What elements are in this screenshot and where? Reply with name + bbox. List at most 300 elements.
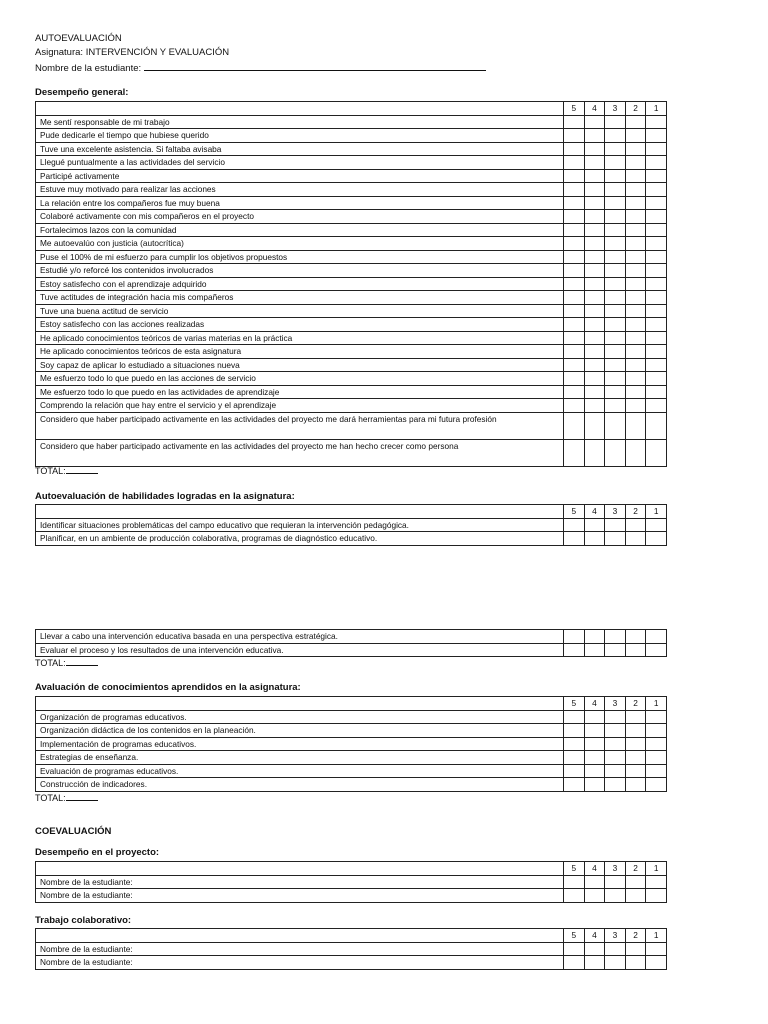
- score-cell-4[interactable]: [584, 237, 605, 251]
- criteria-row: [36, 237, 667, 251]
- score-cell-2[interactable]: [625, 532, 646, 546]
- score-header-2: 2: [625, 697, 646, 711]
- score-header-1: 1: [646, 102, 667, 116]
- criteria-row: [36, 223, 667, 237]
- score-cell-4[interactable]: [584, 737, 605, 751]
- criteria-label: He aplicado conocimientos teóricos de varias materias en la práctica: [36, 331, 564, 345]
- score-cell-1[interactable]: [646, 385, 667, 399]
- criteria-row: [36, 630, 667, 644]
- skills-table-top: [35, 504, 667, 546]
- score-cell-1[interactable]: [646, 156, 667, 170]
- score-cell-2[interactable]: [625, 751, 646, 765]
- criteria-header-cell: [36, 862, 564, 876]
- score-cell-5[interactable]: [564, 210, 585, 224]
- score-cell-4[interactable]: [584, 751, 605, 765]
- score-cell-5[interactable]: [564, 250, 585, 264]
- score-cell-3[interactable]: [605, 196, 626, 210]
- criteria-row: [36, 115, 667, 129]
- score-cell-3[interactable]: [605, 264, 626, 278]
- score-cell-1[interactable]: [646, 223, 667, 237]
- criteria-label: Construcción de indicadores.: [36, 778, 564, 792]
- score-cell-2[interactable]: [625, 237, 646, 251]
- criteria-label: Tuve una excelente asistencia. Si faltaba avisaba: [36, 142, 564, 156]
- score-cell-2[interactable]: [625, 399, 646, 413]
- score-cell-4[interactable]: [584, 277, 605, 291]
- total-field[interactable]: [66, 465, 98, 474]
- score-cell-3[interactable]: [605, 345, 626, 359]
- score-cell-2[interactable]: [625, 129, 646, 143]
- score-cell-5[interactable]: [564, 532, 585, 546]
- score-cell-1[interactable]: [646, 764, 667, 778]
- score-cell-3[interactable]: [605, 331, 626, 345]
- criteria-label: Estuve muy motivado para realizar las acciones: [36, 183, 564, 197]
- score-cell-5[interactable]: [564, 304, 585, 318]
- score-cell-3[interactable]: [605, 630, 626, 644]
- score-cell-4[interactable]: [584, 183, 605, 197]
- score-cell-1[interactable]: [646, 318, 667, 332]
- score-cell-5[interactable]: [564, 399, 585, 413]
- score-cell-3[interactable]: [605, 875, 626, 889]
- score-cell-5[interactable]: [564, 412, 585, 439]
- score-cell-1[interactable]: [646, 737, 667, 751]
- criteria-header-cell: [36, 102, 564, 116]
- score-header-row: [36, 929, 667, 943]
- score-cell-3[interactable]: [605, 751, 626, 765]
- score-cell-4[interactable]: [584, 532, 605, 546]
- score-cell-5[interactable]: [564, 751, 585, 765]
- criteria-label: Colaboré activamente con mis compañeros en el proyecto: [36, 210, 564, 224]
- score-header-3: 3: [605, 505, 626, 519]
- score-cell-4[interactable]: [584, 291, 605, 305]
- score-header-1: 1: [646, 697, 667, 711]
- score-cell-2[interactable]: [625, 318, 646, 332]
- score-cell-1[interactable]: [646, 518, 667, 532]
- score-header-5: 5: [564, 862, 585, 876]
- score-cell-2[interactable]: [625, 518, 646, 532]
- criteria-label: Organización de programas educativos.: [36, 710, 564, 724]
- score-cell-4[interactable]: [584, 643, 605, 657]
- score-cell-5[interactable]: [564, 942, 585, 956]
- score-cell-1[interactable]: [646, 710, 667, 724]
- score-cell-3[interactable]: [605, 399, 626, 413]
- total-label: TOTAL:: [35, 658, 66, 668]
- score-cell-2[interactable]: [625, 345, 646, 359]
- score-header-row: [36, 505, 667, 519]
- criteria-label: Organización didáctica de los contenidos en la planeación.: [36, 724, 564, 738]
- criteria-label: Comprendo la relación que hay entre el servicio y el aprendizaje: [36, 399, 564, 413]
- score-cell-2[interactable]: [625, 412, 646, 439]
- score-header-4: 4: [584, 505, 605, 519]
- score-cell-3[interactable]: [605, 737, 626, 751]
- criteria-header-cell: [36, 505, 564, 519]
- score-cell-1[interactable]: [646, 778, 667, 792]
- score-header-5: 5: [564, 697, 585, 711]
- criteria-label: Evaluar el proceso y los resultados de una intervención educativa.: [36, 643, 564, 657]
- score-cell-1[interactable]: [646, 142, 667, 156]
- criteria-label: Me esfuerzo todo lo que puedo en las actividades de aprendizaje: [36, 385, 564, 399]
- score-header-1: 1: [646, 505, 667, 519]
- score-cell-1[interactable]: [646, 643, 667, 657]
- score-cell-3[interactable]: [605, 237, 626, 251]
- student-name-field[interactable]: [144, 61, 486, 71]
- score-cell-3[interactable]: [605, 358, 626, 372]
- score-cell-5[interactable]: [564, 764, 585, 778]
- criteria-label: Participé activamente: [36, 169, 564, 183]
- score-cell-2[interactable]: [625, 889, 646, 903]
- total-label: TOTAL:: [35, 466, 66, 476]
- score-cell-3[interactable]: [605, 183, 626, 197]
- score-cell-1[interactable]: [646, 169, 667, 183]
- score-cell-2[interactable]: [625, 304, 646, 318]
- score-cell-1[interactable]: [646, 532, 667, 546]
- score-header-1: 1: [646, 862, 667, 876]
- score-cell-3[interactable]: [605, 142, 626, 156]
- score-header-2: 2: [625, 929, 646, 943]
- score-cell-5[interactable]: [564, 345, 585, 359]
- score-cell-2[interactable]: [625, 115, 646, 129]
- criteria-label: Soy capaz de aplicar lo estudiado a situaciones nueva: [36, 358, 564, 372]
- score-header-3: 3: [605, 862, 626, 876]
- score-cell-5[interactable]: [564, 291, 585, 305]
- criteria-row: [36, 291, 667, 305]
- criteria-row: [36, 942, 667, 956]
- score-header-1: 1: [646, 929, 667, 943]
- score-cell-1[interactable]: [646, 115, 667, 129]
- score-header-3: 3: [605, 102, 626, 116]
- score-cell-5[interactable]: [564, 710, 585, 724]
- score-cell-4[interactable]: [584, 250, 605, 264]
- criteria-row: [36, 277, 667, 291]
- score-cell-5[interactable]: [564, 183, 585, 197]
- score-cell-5[interactable]: [564, 156, 585, 170]
- score-cell-3[interactable]: [605, 304, 626, 318]
- score-cell-3[interactable]: [605, 889, 626, 903]
- criteria-label: Nombre de la estudiante:: [36, 942, 564, 956]
- score-cell-2[interactable]: [625, 142, 646, 156]
- score-cell-5[interactable]: [564, 737, 585, 751]
- score-cell-3[interactable]: [605, 764, 626, 778]
- score-cell-5[interactable]: [564, 237, 585, 251]
- score-cell-4[interactable]: [584, 399, 605, 413]
- score-cell-5[interactable]: [564, 264, 585, 278]
- score-cell-1[interactable]: [646, 210, 667, 224]
- score-header-4: 4: [584, 697, 605, 711]
- general-total: [35, 465, 98, 476]
- score-cell-1[interactable]: [646, 630, 667, 644]
- score-cell-2[interactable]: [625, 223, 646, 237]
- score-cell-2[interactable]: [625, 737, 646, 751]
- score-cell-3[interactable]: [605, 156, 626, 170]
- score-cell-2[interactable]: [625, 372, 646, 386]
- general-table: [35, 101, 667, 467]
- score-header-row: [36, 102, 667, 116]
- score-cell-2[interactable]: [625, 724, 646, 738]
- score-cell-5[interactable]: [564, 889, 585, 903]
- score-cell-1[interactable]: [646, 399, 667, 413]
- total-field[interactable]: [66, 657, 98, 666]
- criteria-row: [36, 778, 667, 792]
- score-cell-1[interactable]: [646, 412, 667, 439]
- skills-table-bottom: [35, 629, 667, 657]
- score-cell-3[interactable]: [605, 942, 626, 956]
- score-cell-3[interactable]: [605, 532, 626, 546]
- score-cell-1[interactable]: [646, 889, 667, 903]
- score-cell-5[interactable]: [564, 358, 585, 372]
- score-header-row: [36, 862, 667, 876]
- score-cell-1[interactable]: [646, 250, 667, 264]
- score-cell-3[interactable]: [605, 385, 626, 399]
- score-cell-3[interactable]: [605, 372, 626, 386]
- criteria-row: [36, 318, 667, 332]
- criteria-row: [36, 439, 667, 466]
- score-cell-4[interactable]: [584, 129, 605, 143]
- score-cell-5[interactable]: [564, 142, 585, 156]
- criteria-label: Tuve una buena actitud de servicio: [36, 304, 564, 318]
- score-cell-1[interactable]: [646, 331, 667, 345]
- score-cell-2[interactable]: [625, 439, 646, 466]
- score-cell-5[interactable]: [564, 875, 585, 889]
- score-cell-1[interactable]: [646, 264, 667, 278]
- score-cell-5[interactable]: [564, 129, 585, 143]
- criteria-label: Estoy satisfecho con el aprendizaje adquirido: [36, 277, 564, 291]
- general-heading: Desempeño general:: [35, 87, 129, 98]
- criteria-row: [36, 142, 667, 156]
- criteria-label: Tuve actitudes de integración hacia mis compañeros: [36, 291, 564, 305]
- criteria-label: Llevar a cabo una intervención educativa basada en una perspectiva estratégica.: [36, 630, 564, 644]
- criteria-row: [36, 518, 667, 532]
- project-table: [35, 861, 667, 903]
- score-cell-2[interactable]: [625, 956, 646, 970]
- score-header-5: 5: [564, 102, 585, 116]
- criteria-label: Nombre de la estudiante:: [36, 956, 564, 970]
- score-cell-1[interactable]: [646, 196, 667, 210]
- score-cell-4[interactable]: [584, 210, 605, 224]
- score-cell-5[interactable]: [564, 956, 585, 970]
- score-cell-3[interactable]: [605, 778, 626, 792]
- score-cell-2[interactable]: [625, 358, 646, 372]
- score-header-4: 4: [584, 862, 605, 876]
- score-cell-2[interactable]: [625, 778, 646, 792]
- score-cell-4[interactable]: [584, 115, 605, 129]
- score-cell-4[interactable]: [584, 304, 605, 318]
- criteria-row: [36, 210, 667, 224]
- score-cell-1[interactable]: [646, 291, 667, 305]
- score-cell-4[interactable]: [584, 889, 605, 903]
- score-cell-3[interactable]: [605, 210, 626, 224]
- score-cell-2[interactable]: [625, 291, 646, 305]
- score-cell-3[interactable]: [605, 439, 626, 466]
- criteria-row: [36, 250, 667, 264]
- criteria-row: [36, 751, 667, 765]
- score-cell-3[interactable]: [605, 518, 626, 532]
- score-cell-4[interactable]: [584, 875, 605, 889]
- score-cell-1[interactable]: [646, 358, 667, 372]
- criteria-label: Puse el 100% de mi esfuerzo para cumplir los objetivos propuestos: [36, 250, 564, 264]
- score-header-row: [36, 697, 667, 711]
- score-cell-2[interactable]: [625, 385, 646, 399]
- score-cell-3[interactable]: [605, 710, 626, 724]
- score-cell-2[interactable]: [625, 210, 646, 224]
- score-cell-3[interactable]: [605, 956, 626, 970]
- score-cell-2[interactable]: [625, 277, 646, 291]
- score-cell-1[interactable]: [646, 942, 667, 956]
- score-cell-1[interactable]: [646, 237, 667, 251]
- score-cell-4[interactable]: [584, 764, 605, 778]
- criteria-label: Considero que haber participado activamente en las actividades del proyecto me dará herramientas para mi futura profesión: [36, 412, 564, 439]
- score-cell-4[interactable]: [584, 345, 605, 359]
- score-cell-2[interactable]: [625, 764, 646, 778]
- score-cell-4[interactable]: [584, 778, 605, 792]
- score-cell-4[interactable]: [584, 169, 605, 183]
- knowledge-heading: Avaluación de conocimientos aprendidos en la asignatura:: [35, 682, 301, 693]
- student-name-line: [35, 61, 486, 75]
- criteria-label: Nombre de la estudiante:: [36, 875, 564, 889]
- score-cell-2[interactable]: [625, 183, 646, 197]
- score-cell-4[interactable]: [584, 223, 605, 237]
- score-header-2: 2: [625, 862, 646, 876]
- criteria-row: [36, 183, 667, 197]
- score-cell-5[interactable]: [564, 439, 585, 466]
- score-cell-5[interactable]: [564, 724, 585, 738]
- score-cell-1[interactable]: [646, 304, 667, 318]
- score-cell-2[interactable]: [625, 156, 646, 170]
- subject-line: Asignatura: INTERVENCIÓN Y EVALUACIÓN: [35, 47, 230, 58]
- score-cell-1[interactable]: [646, 183, 667, 197]
- criteria-row: [36, 412, 667, 439]
- criteria-label: He aplicado conocimientos teóricos de esta asignatura: [36, 345, 564, 359]
- score-cell-2[interactable]: [625, 875, 646, 889]
- score-cell-4[interactable]: [584, 710, 605, 724]
- criteria-label: Me autoevalúo con justicia (autocrítica): [36, 237, 564, 251]
- score-cell-5[interactable]: [564, 331, 585, 345]
- score-header-5: 5: [564, 505, 585, 519]
- criteria-row: [36, 372, 667, 386]
- criteria-row: [36, 169, 667, 183]
- score-cell-1[interactable]: [646, 439, 667, 466]
- criteria-row: [36, 532, 667, 546]
- score-cell-2[interactable]: [625, 331, 646, 345]
- score-cell-1[interactable]: [646, 345, 667, 359]
- score-cell-1[interactable]: [646, 372, 667, 386]
- score-cell-4[interactable]: [584, 956, 605, 970]
- score-cell-3[interactable]: [605, 318, 626, 332]
- score-cell-5[interactable]: [564, 318, 585, 332]
- score-cell-1[interactable]: [646, 956, 667, 970]
- score-cell-1[interactable]: [646, 277, 667, 291]
- score-header-3: 3: [605, 929, 626, 943]
- score-cell-4[interactable]: [584, 331, 605, 345]
- score-cell-4[interactable]: [584, 372, 605, 386]
- teamwork-heading: Trabajo colaborativo:: [35, 915, 132, 926]
- score-cell-3[interactable]: [605, 169, 626, 183]
- score-cell-3[interactable]: [605, 129, 626, 143]
- score-cell-1[interactable]: [646, 724, 667, 738]
- total-field[interactable]: [66, 792, 98, 801]
- score-cell-2[interactable]: [625, 643, 646, 657]
- score-cell-3[interactable]: [605, 291, 626, 305]
- score-cell-5[interactable]: [564, 169, 585, 183]
- score-cell-5[interactable]: [564, 385, 585, 399]
- score-cell-1[interactable]: [646, 129, 667, 143]
- score-cell-5[interactable]: [564, 643, 585, 657]
- criteria-label: Evaluación de programas educativos.: [36, 764, 564, 778]
- score-cell-2[interactable]: [625, 250, 646, 264]
- project-heading: Desempeño en el proyecto:: [35, 847, 160, 858]
- score-cell-5[interactable]: [564, 372, 585, 386]
- score-cell-3[interactable]: [605, 412, 626, 439]
- score-cell-3[interactable]: [605, 250, 626, 264]
- criteria-header-cell: [36, 697, 564, 711]
- score-cell-4[interactable]: [584, 318, 605, 332]
- score-cell-4[interactable]: [584, 724, 605, 738]
- score-cell-5[interactable]: [564, 223, 585, 237]
- score-cell-2[interactable]: [625, 630, 646, 644]
- criteria-label: Estrategias de enseñanza.: [36, 751, 564, 765]
- criteria-row: [36, 385, 667, 399]
- score-cell-4[interactable]: [584, 264, 605, 278]
- criteria-row: [36, 304, 667, 318]
- score-cell-3[interactable]: [605, 223, 626, 237]
- score-header-2: 2: [625, 505, 646, 519]
- criteria-row: [36, 264, 667, 278]
- score-cell-2[interactable]: [625, 196, 646, 210]
- score-cell-5[interactable]: [564, 277, 585, 291]
- score-cell-3[interactable]: [605, 277, 626, 291]
- score-cell-4[interactable]: [584, 156, 605, 170]
- score-cell-2[interactable]: [625, 169, 646, 183]
- criteria-row: [36, 956, 667, 970]
- score-cell-4[interactable]: [584, 942, 605, 956]
- score-cell-4[interactable]: [584, 439, 605, 466]
- criteria-row: [36, 156, 667, 170]
- score-cell-4[interactable]: [584, 630, 605, 644]
- knowledge-total: [35, 792, 98, 803]
- score-cell-2[interactable]: [625, 942, 646, 956]
- score-cell-4[interactable]: [584, 358, 605, 372]
- score-cell-1[interactable]: [646, 875, 667, 889]
- score-cell-3[interactable]: [605, 724, 626, 738]
- score-cell-4[interactable]: [584, 196, 605, 210]
- score-cell-5[interactable]: [564, 630, 585, 644]
- score-cell-4[interactable]: [584, 412, 605, 439]
- criteria-row: [36, 875, 667, 889]
- score-header-2: 2: [625, 102, 646, 116]
- coevaluation-title: COEVALUACIÓN: [35, 826, 112, 837]
- score-cell-5[interactable]: [564, 196, 585, 210]
- score-cell-4[interactable]: [584, 142, 605, 156]
- score-cell-5[interactable]: [564, 778, 585, 792]
- criteria-row: [36, 889, 667, 903]
- criteria-row: [36, 129, 667, 143]
- score-cell-2[interactable]: [625, 264, 646, 278]
- score-cell-3[interactable]: [605, 643, 626, 657]
- criteria-row: [36, 358, 667, 372]
- score-cell-5[interactable]: [564, 115, 585, 129]
- criteria-row: [36, 196, 667, 210]
- criteria-row: [36, 710, 667, 724]
- score-header-4: 4: [584, 102, 605, 116]
- score-cell-3[interactable]: [605, 115, 626, 129]
- score-cell-2[interactable]: [625, 710, 646, 724]
- score-cell-4[interactable]: [584, 385, 605, 399]
- student-name-label: Nombre de la estudiante:: [35, 63, 142, 74]
- score-cell-1[interactable]: [646, 751, 667, 765]
- score-cell-4[interactable]: [584, 518, 605, 532]
- criteria-row: [36, 331, 667, 345]
- criteria-label: Nombre de la estudiante:: [36, 889, 564, 903]
- criteria-label: Estudié y/o reforcé los contenidos involucrados: [36, 264, 564, 278]
- score-cell-5[interactable]: [564, 518, 585, 532]
